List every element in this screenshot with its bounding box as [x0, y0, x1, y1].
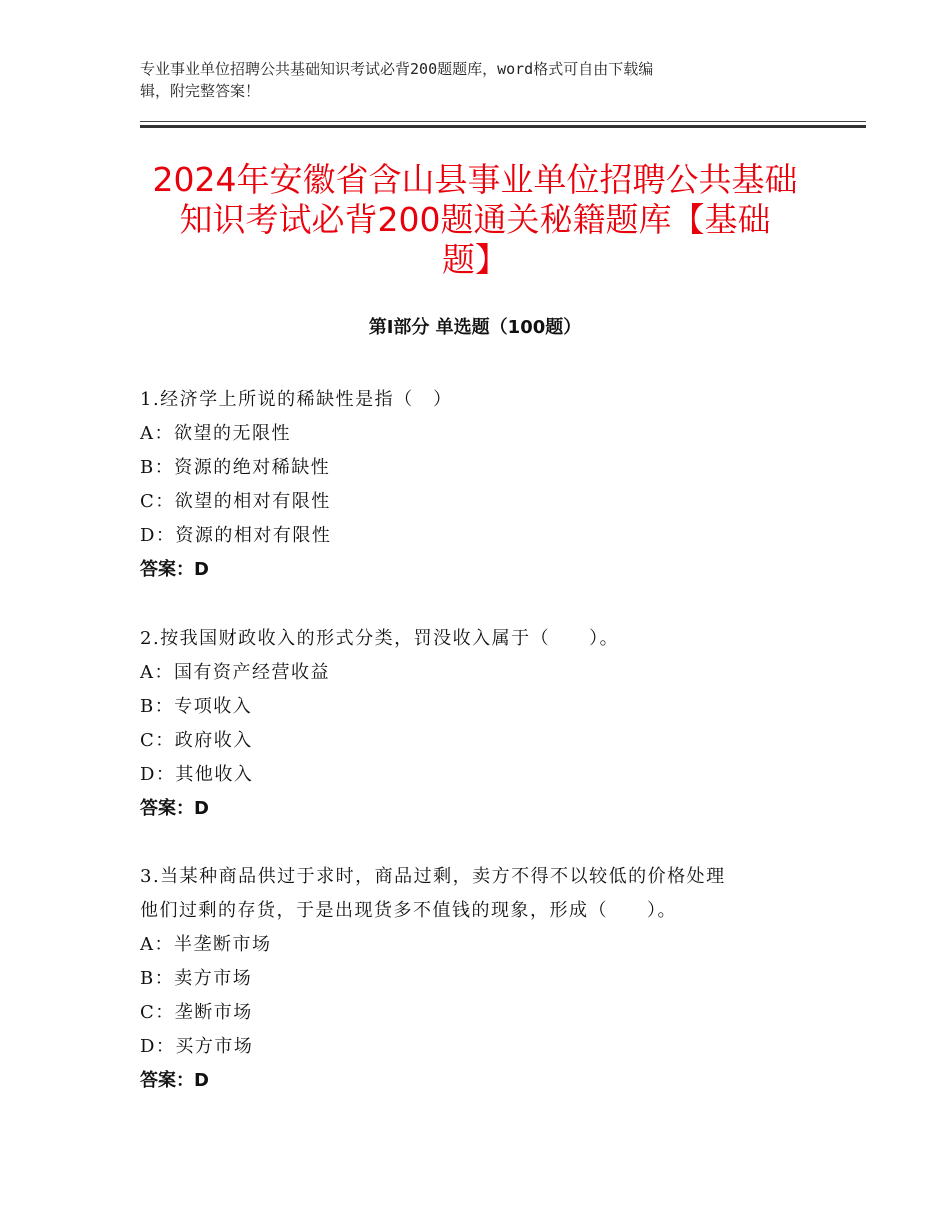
header-line-2: 辑，附完整答案！: [140, 82, 261, 100]
option-d: D：买方市场: [140, 1036, 254, 1057]
question-text: 2.按我国财政收入的形式分类，罚没收入属于（ ）。: [140, 628, 620, 649]
question-2: [140, 622, 820, 826]
option-c: C：欲望的相对有限性: [140, 491, 331, 512]
answer: 答案：D: [140, 1070, 209, 1091]
question-text-line-1: 3.当某种商品供过于求时，商品过剩，卖方不得不以较低的价格处理: [140, 866, 726, 887]
option-a: A：国有资产经营收益: [140, 662, 330, 683]
header-divider-thick: [140, 125, 866, 128]
document-title: [140, 160, 810, 280]
option-d: D：资源的相对有限性: [140, 525, 332, 546]
title-line-3: 题】: [442, 240, 508, 279]
question-text-line-2: 他们过剩的存货，于是出现货多不值钱的现象，形成（ ）。: [140, 900, 677, 921]
page-header: [140, 58, 790, 102]
option-c: C：政府收入: [140, 730, 253, 751]
header-divider-thin: [140, 121, 866, 122]
option-d: D：其他收入: [140, 764, 254, 785]
section-title: 第Ⅰ部分 单选题（100题）: [368, 317, 582, 338]
option-b: B：专项收入: [140, 696, 253, 717]
answer: 答案：D: [140, 559, 209, 580]
option-a: A：欲望的无限性: [140, 423, 291, 444]
title-line-1: 2024年安徽省含山县事业单位招聘公共基础: [152, 160, 798, 199]
option-b: B：卖方市场: [140, 968, 253, 989]
header-line-1: 专业事业单位招聘公共基础知识考试必背200题题库，word格式可自由下载编: [140, 60, 654, 78]
question-text: 1.经济学上所说的稀缺性是指（ ）: [140, 389, 453, 410]
option-c: C：垄断市场: [140, 1002, 253, 1023]
answer: 答案：D: [140, 798, 209, 819]
title-line-2: 知识考试必背200题通关秘籍题库【基础: [179, 200, 771, 239]
option-a: A：半垄断市场: [140, 934, 272, 955]
option-b: B：资源的绝对稀缺性: [140, 457, 331, 478]
question-1: [140, 383, 820, 587]
question-3: [140, 860, 820, 1098]
